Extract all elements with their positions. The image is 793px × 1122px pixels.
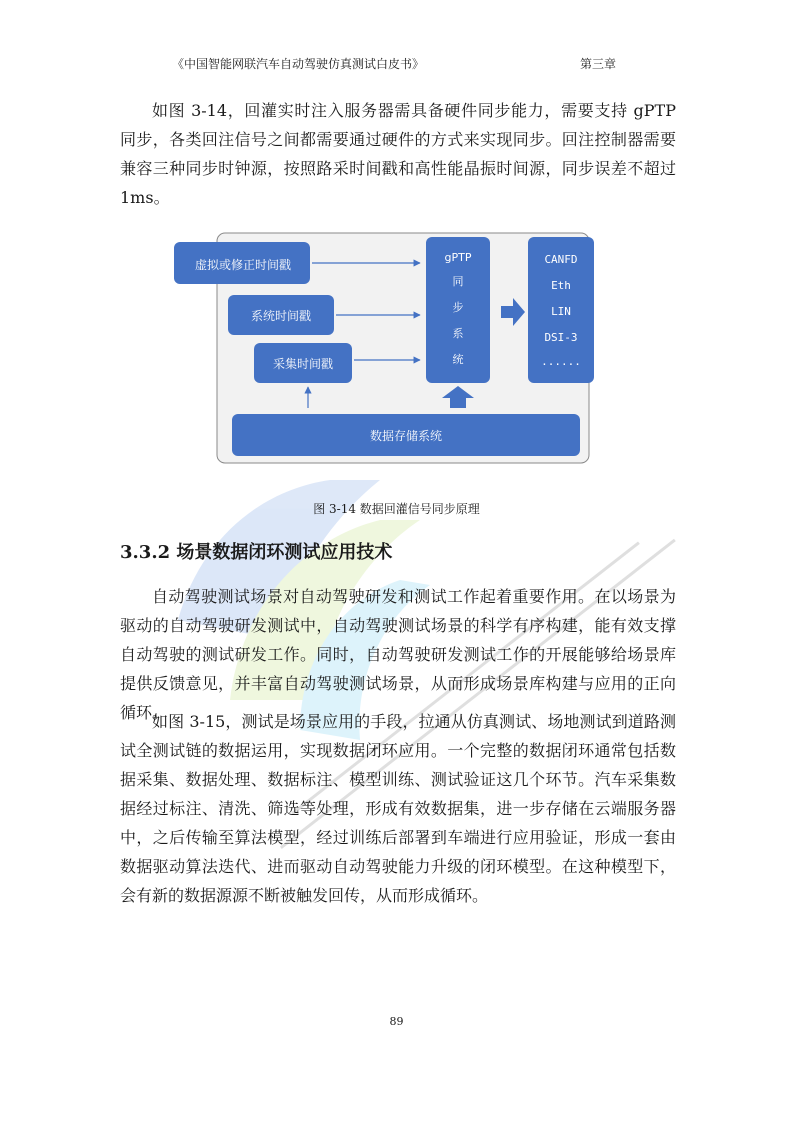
system-timestamp-label: 系统时间戳 <box>250 309 312 323</box>
gptp-sync-line-3: 步 <box>452 301 464 314</box>
output-eth: Eth <box>551 279 571 292</box>
virtual-timestamp-label: 虚拟或修正时间戳 <box>194 258 292 272</box>
gptp-sync-line-5: 统 <box>452 353 464 366</box>
header-chapter: 第三章 <box>580 57 617 71</box>
paragraph-data-loop: 如图 3-15，测试是场景应用的手段，拉通从仿真测试、场地测试到道路测试全测试链的数据运用，实现数据闭环应用。一个完整的数据闭环通常包括数据采集、数据处理、数据标注、模型训练、测试验证这几个环节。汽车采集数据经过标注、清洗、筛选等处理，形成有效数据集，进一步存储在云端服务器中，之后传输至算法模型，经过训练后部署到车端进行应用验证，形成一套由数据驱动算法迭代、进而驱动自动驾驶能力升级的闭环模型。在这种模型下，会有新的数据源源不断被触发回传，从而形成循环。 <box>120 712 676 905</box>
gptp-sync-line-4: 系 <box>452 327 464 340</box>
paragraph-intro: 如图 3-14，回灌实时注入服务器需具备硬件同步能力，需要支持 gPTP 同步，各类回注信号之间都需要通过硬件的方式来实现同步。回注控制器需要兼容三种同步时钟源，按照路采时间戳和高性能晶振时间源，同步误差不超过 1ms。 <box>120 101 676 207</box>
output-canfd: CANFD <box>544 253 578 266</box>
collect-timestamp-label: 采集时间戳 <box>272 357 334 371</box>
data-storage-label: 数据存储系统 <box>369 429 443 443</box>
gptp-sync-line-2: 同 <box>452 275 464 288</box>
section-heading: 3.3.2 场景数据闭环测试应用技术 <box>120 542 393 563</box>
header-title: 《中国智能网联汽车自动驾驶仿真测试白皮书》 <box>172 57 425 71</box>
output-lin: LIN <box>551 305 571 318</box>
paragraph-scenario: 自动驾驶测试场景对自动驾驶研发和测试工作起着重要作用。在以场景为驱动的自动驾驶研发测试中，自动驾驶测试场景的科学有序构建，能有效支撑自动驾驶的测试研发工作。同时，自动驾驶研发测试工作的开展能够给场景库提供反馈意见，并丰富自动驾驶测试场景，从而形成场景库构建与应用的正向循环。 <box>120 587 676 722</box>
output-dsi3: DSI-3 <box>544 331 578 344</box>
figure-caption: 图 3-14 数据回灌信号同步原理 <box>313 502 480 516</box>
page-number: 89 <box>389 1015 404 1028</box>
figure-3-14-diagram <box>194 232 590 464</box>
output-more: ...... <box>541 355 581 368</box>
gptp-sync-line-1: gPTP <box>444 251 472 264</box>
